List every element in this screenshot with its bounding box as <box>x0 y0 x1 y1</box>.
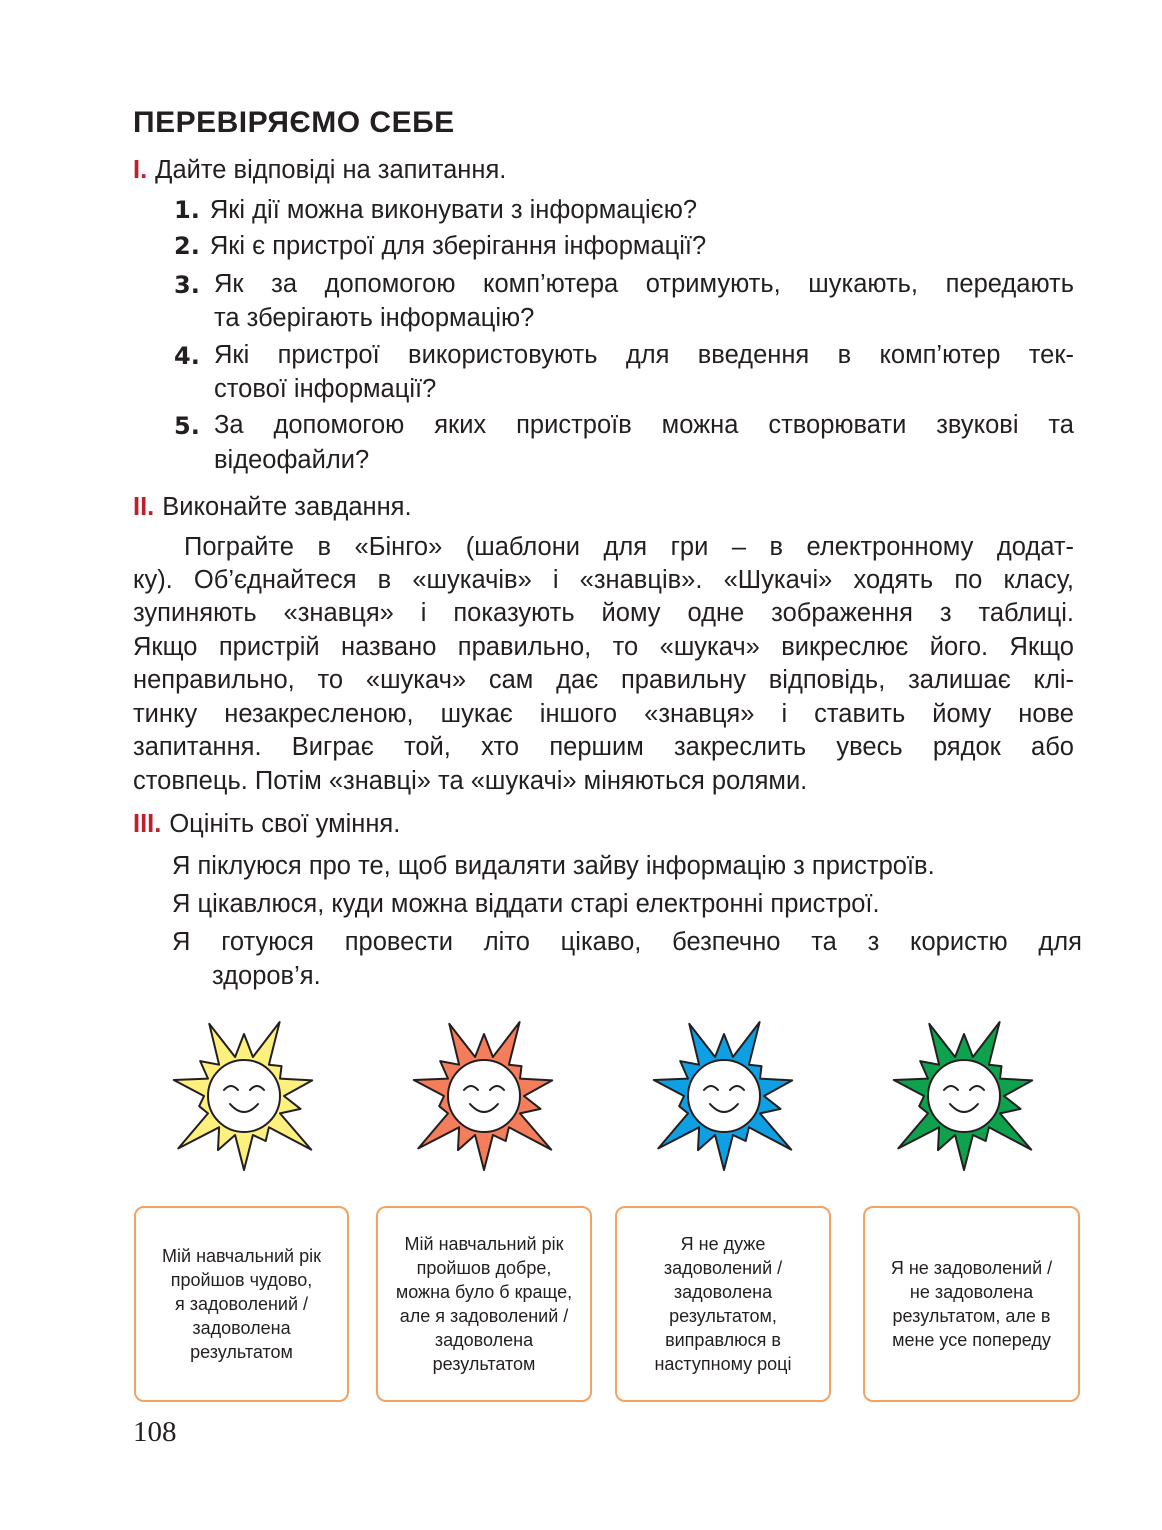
question-text: За допомогою яких пристроїв можна створювати звукові та <box>214 411 1074 439</box>
rating-card-good <box>376 1206 592 1402</box>
question-number: 3. <box>174 271 200 299</box>
section-2-numeral: II. <box>133 493 155 521</box>
rating-card-not-satisfied <box>863 1206 1080 1402</box>
task-line: Якщо пристрій названо правильно, то «шукач» викреслює його. Якщо <box>133 633 1074 661</box>
section-3-numeral: III. <box>133 810 162 838</box>
task-line: стовпець. Потім «знавці» та «шукачі» міняються ролями. <box>133 767 808 795</box>
self-assessment-statement-cont: здоров’я. <box>212 962 321 990</box>
card-text: Мій навчальний рік пройшов чудово, я задоволений / задоволена результатом <box>162 1246 321 1362</box>
task-line: тинку незакресленою, шукає іншого «знавця» і ставить йому нове <box>133 700 1074 728</box>
task-line: ку). Об’єднайтеся в «шукачів» і «знавців». «Шукачі» ходять по класу, <box>133 566 1074 594</box>
page-number: 108 <box>133 1416 177 1448</box>
self-assessment-statement: Я піклуюся про те, щоб видаляти зайву інформацію з пристроїв. <box>172 852 935 880</box>
question-text-cont: відеофайли? <box>214 446 370 474</box>
task-line: запитання. Виграє той, хто першим закреслить увесь рядок або <box>133 733 1074 761</box>
section-1-numeral: I. <box>133 156 148 184</box>
question-number: 1. <box>174 196 200 224</box>
section-1-heading <box>133 153 506 187</box>
question-1 <box>174 193 697 227</box>
page-title: ПЕРЕВІРЯЄМО СЕБЕ <box>133 106 455 139</box>
self-assessment-statement: Я готуюся провести літо цікаво, безпечно та з користю для <box>172 928 1082 956</box>
question-2 <box>174 229 706 263</box>
question-number: 4. <box>174 342 200 370</box>
question-number: 5. <box>174 412 200 440</box>
question-text: Як за допомогою комп’ютера отримують, шукають, передають <box>214 270 1074 298</box>
question-5 <box>174 409 210 443</box>
question-number: 2. <box>174 232 200 260</box>
card-text: Мій навчальний рік пройшов добре, можна було б краще, але я задоволений / задоволена результатом <box>395 1234 573 1374</box>
section-2-text: Виконайте завдання. <box>162 493 412 521</box>
section-1-text: Дайте відповіді на запитання. <box>155 156 507 184</box>
task-line: неправильно, то «шукач» сам дає правильну відповідь, залишає клі- <box>133 666 1074 694</box>
question-text: Які дії можна виконувати з інформацією? <box>209 196 698 224</box>
section-3-heading <box>133 807 400 841</box>
card-text: Я не дуже задоволений / задоволена результатом, виправлюся в наступному році <box>654 1234 792 1374</box>
rating-card-excellent <box>134 1206 349 1402</box>
question-text-cont: стової інформації? <box>214 375 437 403</box>
self-assessment-statement: Я цікавлюся, куди можна віддати старі електронні пристрої. <box>172 890 880 918</box>
question-text: Які є пристрої для зберігання інформації? <box>209 232 707 260</box>
yellow-sun-icon <box>154 998 334 1184</box>
card-text: Я не задоволений / не задоволена результатом, але в мене усе попереду <box>890 1258 1053 1350</box>
task-line: зупиняють «знавця» і показують йому одне зображення з таблиці. <box>133 599 1074 627</box>
question-text: Які пристрої використовують для введення в комп’ютер тек- <box>214 341 1074 369</box>
green-sun-icon <box>874 998 1054 1184</box>
task-line: Пограйте в «Бінго» (шаблони для гри – в електронному додат- <box>184 533 1074 561</box>
question-4 <box>174 339 210 373</box>
blue-sun-icon <box>634 998 814 1184</box>
question-3 <box>174 268 210 302</box>
rating-card-not-quite <box>615 1206 831 1402</box>
section-2-heading <box>133 490 412 524</box>
question-text-cont: та зберігають інформацію? <box>214 304 535 332</box>
orange-sun-icon <box>394 998 574 1184</box>
section-3-text: Оцініть свої уміння. <box>169 810 401 838</box>
